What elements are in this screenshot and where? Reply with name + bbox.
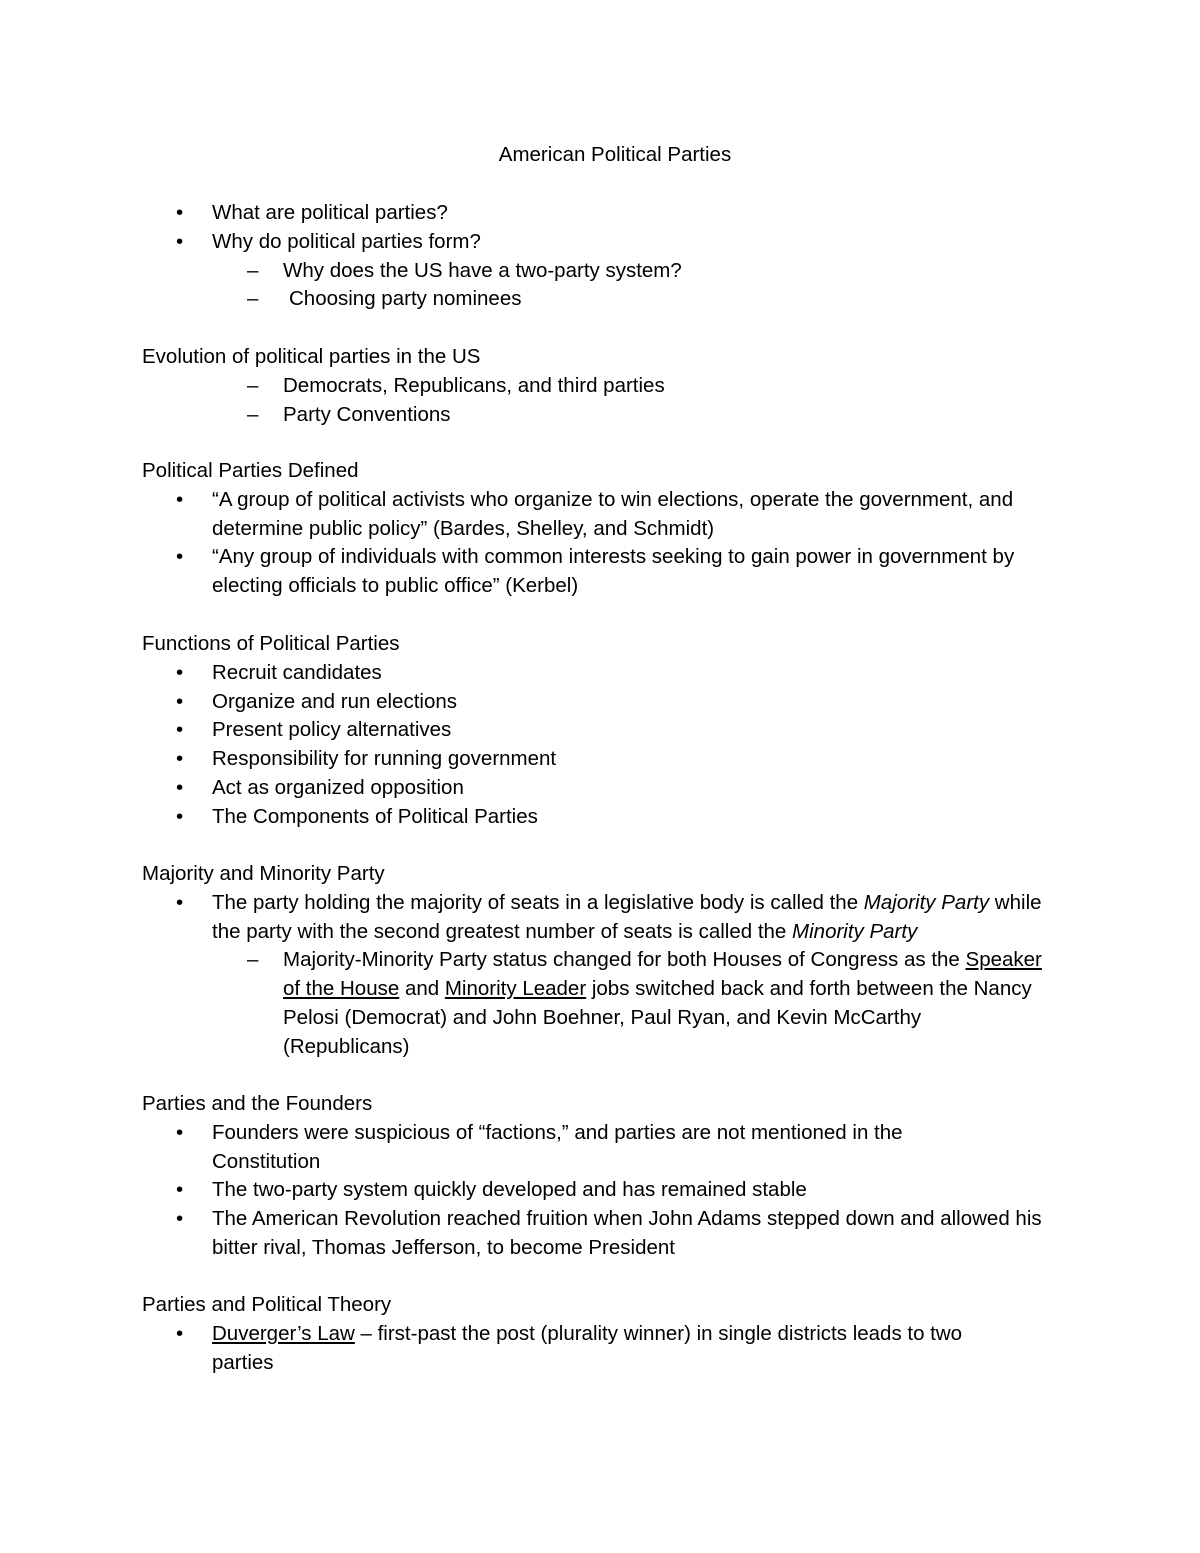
list-item: • Founders were suspicious of “factions,” and parties are not mentioned in the Constitution [142, 1119, 972, 1177]
italic-term: Minority Party [792, 919, 918, 943]
list-item [142, 1320, 1022, 1378]
list-item: • The Components of Political Parties [142, 803, 1142, 832]
section-heading: Parties and Political Theory [142, 1293, 392, 1316]
section-heading: Functions of Political Parties [142, 632, 400, 655]
list-item: • Why do political parties form? [142, 228, 1142, 257]
text-run: The party holding the majority of seats in a legislative body is called the [212, 890, 864, 914]
section-evolution [142, 343, 1142, 429]
sub-list-item: – Party Conventions [142, 401, 1142, 430]
sub-list-item [212, 946, 1047, 1061]
section-political-theory [142, 1291, 1142, 1377]
list-item: • Responsibility for running government [142, 745, 1142, 774]
list-item: • “A group of political activists who organize to win elections, operate the government, and determine public policy” (Bardes, Shelley, and Schmidt) [142, 486, 1047, 544]
section-majority-minority [142, 860, 1142, 1061]
section-founders [142, 1090, 1142, 1263]
section-heading: Political Parties Defined [142, 459, 359, 482]
sub-list-item: – Democrats, Republicans, and third parties [142, 372, 1142, 401]
list-item: • Present policy alternatives [142, 716, 1142, 745]
section-functions [142, 630, 1142, 831]
list-item: • Organize and run elections [142, 688, 1142, 717]
list-item: • “Any group of individuals with common interests seeking to gain power in government by electing officials to public office” (Kerbel) [142, 543, 1047, 601]
text-run: Majority-Minority Party status changed for both Houses of Congress as the [283, 948, 966, 972]
sub-list-item-text: Choosing party nominees [289, 287, 522, 311]
list-item: • Recruit candidates [142, 659, 1142, 688]
text-run: and [399, 977, 445, 1000]
italic-term: Majority Party [863, 890, 990, 914]
section-heading: Majority and Minority Party [142, 862, 385, 885]
text-run: while the party with the second greatest number of seats is called the [212, 890, 1042, 943]
list-item: • What are political parties? [142, 199, 1142, 228]
section-heading: Parties and the Founders [142, 1092, 373, 1115]
text-run: – first-past the post (plurality winner) in single districts leads to two parties [212, 1321, 963, 1374]
list-item [142, 889, 1047, 1062]
sub-list-item: – Why does the US have a two-party system? [142, 257, 1142, 286]
text-run: jobs switched back and forth between the Nancy Pelosi (Democrat) and John Boehner, Paul Ryan, and Kevin McCarthy (Republicans) [283, 977, 1032, 1058]
list-item: • Act as organized opposition [142, 774, 1142, 803]
underlined-term: Minority Leader [444, 977, 587, 1000]
list-item: • The two-party system quickly developed and has remained stable [142, 1176, 1142, 1205]
list-item: • The American Revolution reached fruition when John Adams stepped down and allowed his bitter rival, Thomas Jefferson, to become President [142, 1205, 1062, 1263]
section-defined [142, 457, 1142, 601]
underlined-term: Speaker of the House [283, 948, 1042, 1000]
section-heading: Evolution of political parties in the US [142, 345, 481, 368]
underlined-term: Duverger’s Law [212, 1321, 355, 1345]
page-title: American Political Parties [498, 143, 732, 166]
sub-list-item [142, 285, 1142, 314]
intro-list [142, 199, 1142, 314]
